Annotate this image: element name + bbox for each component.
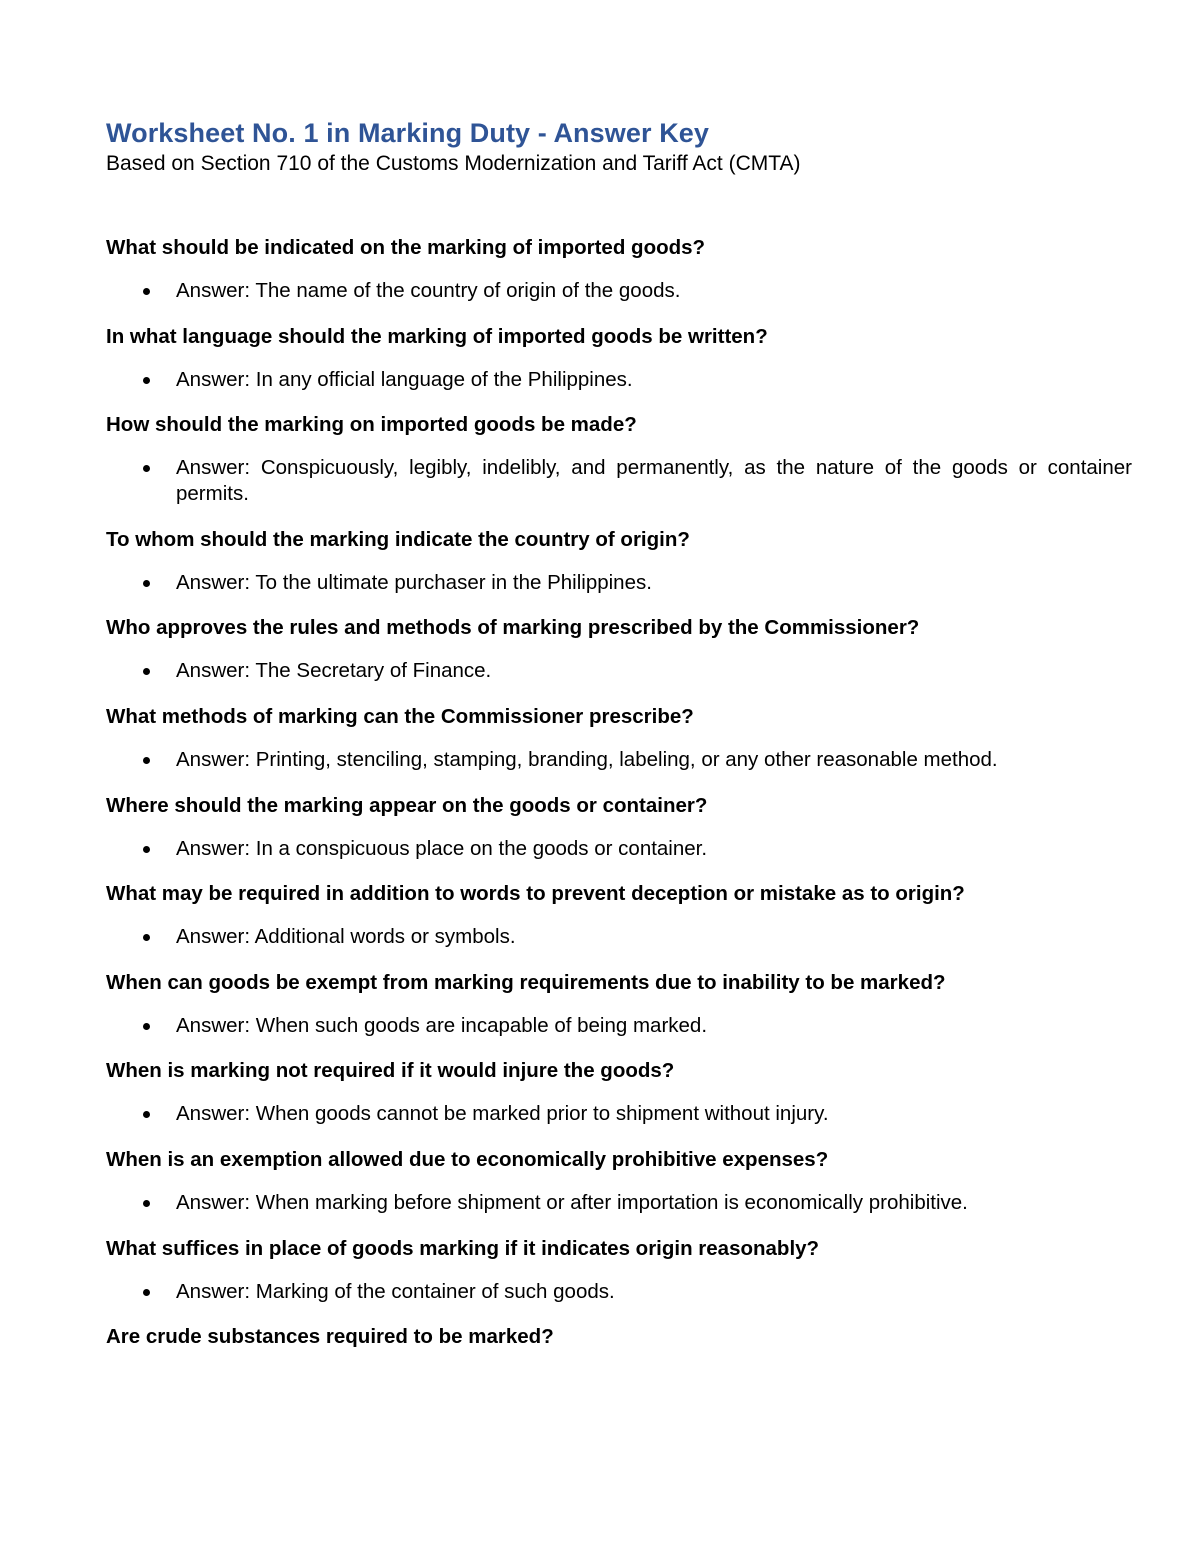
qa-item [106,234,1132,304]
answer-text: Answer: To the ultimate purchaser in the Philippines. [176,570,652,594]
answer-bullet-item [106,367,1132,393]
answer-text: Answer: Conspicuously, legibly, indelibly, and permanently, as the nature of the goods or container permits. [176,456,1132,506]
answer-text: Answer: The name of the country of origin of the goods. [176,279,681,302]
bullet-dot-icon [143,757,150,764]
answer-text: Answer: Printing, stenciling, stamping, branding, labeling, or any other reasonable method. [176,747,998,771]
answer-bullet-item [106,1190,1132,1216]
bullet-dot-icon [143,1111,150,1118]
qa-item [106,792,1132,862]
answer-bullet-item [106,570,1132,596]
document-page [106,116,1132,1370]
bullet-dot-icon [143,846,150,853]
question-text: Are crude substances required to be marked? [106,1325,554,1349]
question-text: What suffices in place of goods marking if it indicates origin reasonably? [106,1236,820,1260]
bullet-dot-icon [143,668,150,675]
answer-text: Answer: Additional words or symbols. [176,925,516,949]
question-text: What should be indicated on the marking of imported goods? [106,236,706,259]
bullet-dot-icon [143,465,150,472]
qa-item [106,880,1132,950]
qa-item [106,526,1132,596]
answer-text: Answer: When marking before shipment or after importation is economically prohibitive. [176,1190,968,1214]
question-text: When is an exemption allowed due to economically prohibitive expenses? [106,1147,829,1171]
bullet-dot-icon [143,580,150,587]
answer-bullet-item [106,455,1132,507]
question-text: To whom should the marking indicate the country of origin? [106,527,690,551]
answer-bullet-item [106,836,1132,862]
answer-bullet-item [106,1101,1132,1127]
page-title: Worksheet No. 1 in Marking Duty - Answer Key [106,118,710,148]
answer-text: Answer: When such goods are incapable of being marked. [176,1013,708,1037]
qa-item [106,969,1132,1039]
answer-text: Answer: In any official language of the Philippines. [176,367,633,391]
qa-item [106,1235,1132,1305]
question-text: When can goods be exempt from marking requirements due to inability to be marked? [106,970,946,994]
bullet-dot-icon [143,1200,150,1207]
question-text: Where should the marking appear on the goods or container? [106,793,708,817]
answer-text: Answer: The Secretary of Finance. [176,659,492,683]
qa-item [106,1323,1132,1351]
bullet-dot-icon [143,377,150,384]
qa-item [106,614,1132,684]
bullet-dot-icon [143,934,150,941]
question-text: Who approves the rules and methods of marking prescribed by the Commissioner? [106,616,920,640]
qa-item [106,1146,1132,1216]
answer-text: Answer: Marking of the container of such goods. [176,1279,615,1303]
qa-list [106,234,1132,1351]
answer-bullet-item [106,1013,1132,1039]
page-subtitle: Based on Section 710 of the Customs Modernization and Tariff Act (CMTA) [106,152,801,175]
qa-item [106,323,1132,393]
answer-bullet-item [106,658,1132,684]
bullet-dot-icon [143,288,150,295]
question-text: What may be required in addition to words to prevent deception or mistake as to origin? [106,882,965,906]
bullet-dot-icon [143,1289,150,1296]
qa-item [106,703,1132,773]
qa-item [106,1057,1132,1127]
answer-bullet-item [106,1279,1132,1305]
question-text: What methods of marking can the Commissioner prescribe? [106,704,694,728]
answer-text: Answer: When goods cannot be marked prior to shipment without injury. [176,1102,829,1126]
answer-text: Answer: In a conspicuous place on the goods or container. [176,836,708,860]
question-text: How should the marking on imported goods be made? [106,413,637,437]
question-text: When is marking not required if it would injure the goods? [106,1059,675,1083]
answer-bullet-item [106,747,1132,773]
bullet-dot-icon [143,1023,150,1030]
qa-item [106,411,1132,507]
question-text: In what language should the marking of imported goods be written? [106,324,768,348]
answer-bullet-item [106,924,1132,950]
answer-bullet-item [106,278,1132,304]
